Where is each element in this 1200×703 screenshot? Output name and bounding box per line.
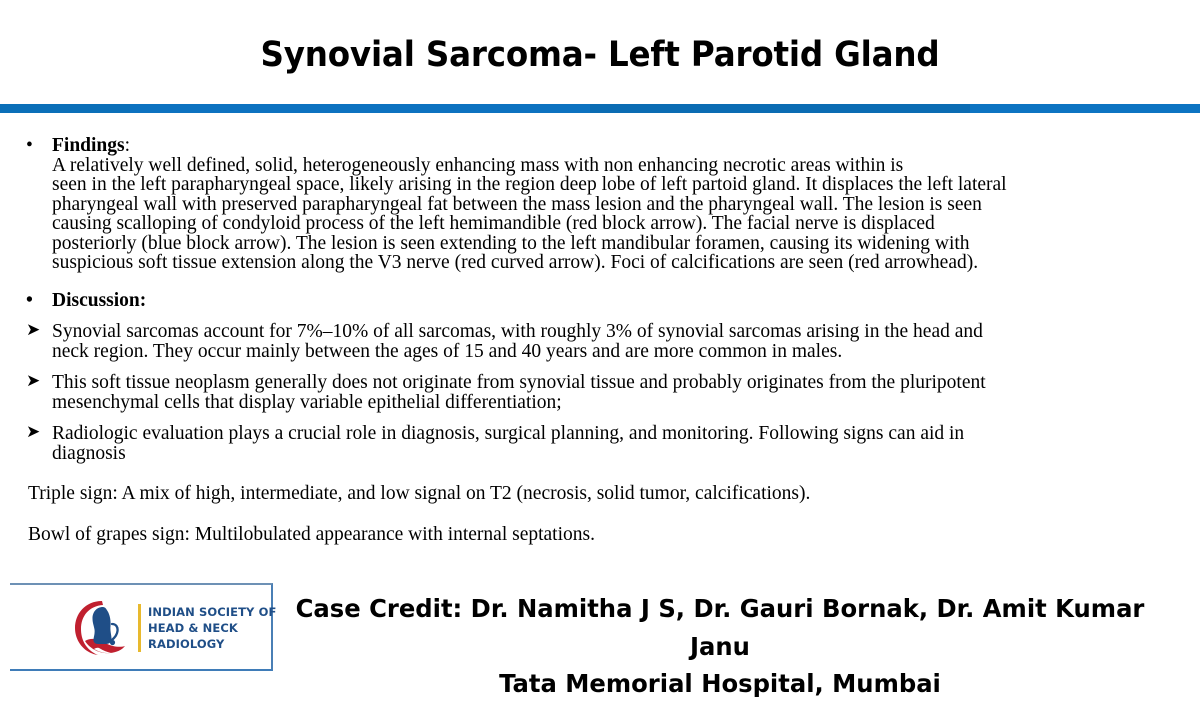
arrow-bullet-icon: ➤ — [26, 320, 41, 340]
findings-line: A relatively well defined, solid, heterogeneously enhancing mass with non enhancing necrotic areas within is — [52, 154, 904, 176]
case-credit — [293, 590, 1147, 703]
findings-label: Findings — [52, 135, 125, 156]
bullet-line: Synovial sarcomas account for 7%–10% of all sarcomas, with roughly 3% of synovial sarcomas arising in the head and — [52, 321, 983, 342]
society-logo-line: RADIOLOGY — [148, 637, 225, 652]
logo-divider — [138, 604, 141, 652]
arrow-bullet-icon: ➤ — [26, 422, 41, 442]
society-logo — [72, 593, 277, 663]
society-logo-line: INDIAN SOCIETY OF — [148, 604, 277, 619]
bullet-line: diagnosis — [52, 442, 126, 464]
title-divider-bar — [0, 104, 1200, 113]
discussion-label: Discussion: — [52, 289, 147, 311]
page-title: Synovial Sarcoma- Left Parotid Gland — [260, 35, 940, 75]
discussion-bullet — [0, 322, 1200, 361]
bullet-marker: • — [26, 289, 33, 311]
findings-line: seen in the left parapharyngeal space, likely arising in the region deep lobe of left partoid gland. It displaces the left lateral — [52, 174, 1007, 195]
society-logo-text — [148, 604, 276, 653]
case-credit-line: Case Credit: Dr. Namitha J S, Dr. Gauri Bornak, Dr. Amit Kumar Janu — [295, 594, 1145, 661]
title-divider-segment — [0, 104, 130, 113]
findings-label-suffix: : — [124, 135, 131, 156]
findings-line: pharyngeal wall with preserved parapharyngeal fat between the mass lesion and the pharyngeal wall. The lesion is seen — [52, 193, 982, 215]
discussion-heading — [0, 291, 1200, 311]
title-divider-segment — [130, 104, 590, 113]
bullet-marker: • — [26, 135, 33, 156]
findings-line: causing scalloping of condyloid process of the left hemimandible (red block arrow). The facial nerve is displaced — [52, 213, 935, 234]
findings-paragraph — [0, 136, 1200, 273]
discussion-bullet — [0, 373, 1200, 412]
case-credit-line: Tata Memorial Hospital, Mumbai — [499, 669, 941, 698]
findings-line: suspicious soft tissue extension along the V3 nerve (red curved arrow). Foci of calcifications are seen (red arrowhead). — [52, 252, 979, 273]
bullet-line: This soft tissue neoplasm generally does not originate from synovial tissue and probably originates from the pluripotent — [52, 372, 986, 393]
ishnr-emblem-icon — [72, 597, 134, 659]
bullet-line: mesenchymal cells that display variable epithelial differentiation; — [52, 391, 562, 413]
title-divider-segment — [970, 104, 1200, 113]
discussion-bullet — [0, 424, 1200, 463]
society-logo-line: HEAD & NECK — [148, 620, 238, 635]
slide-body — [0, 130, 1200, 544]
findings-line: posteriorly (blue block arrow). The lesion is seen extending to the left mandibular foramen, causing its widening with — [52, 232, 970, 254]
bullet-line: neck region. They occur mainly between the ages of 15 and 40 years and are more common in males. — [52, 340, 843, 362]
arrow-bullet-icon: ➤ — [26, 371, 41, 391]
bullet-line: Radiologic evaluation plays a crucial role in diagnosis, surgical planning, and monitoring. Following signs can aid in — [52, 423, 965, 444]
sign-bowl-of-grapes: Bowl of grapes sign: Multilobulated appearance with internal septations. — [28, 523, 595, 545]
title-divider-segment — [590, 104, 970, 113]
society-logo-box — [10, 583, 277, 671]
sign-triple: Triple sign: A mix of high, intermediate, and low signal on T2 (necrosis, solid tumor, calcifications). — [28, 483, 811, 504]
